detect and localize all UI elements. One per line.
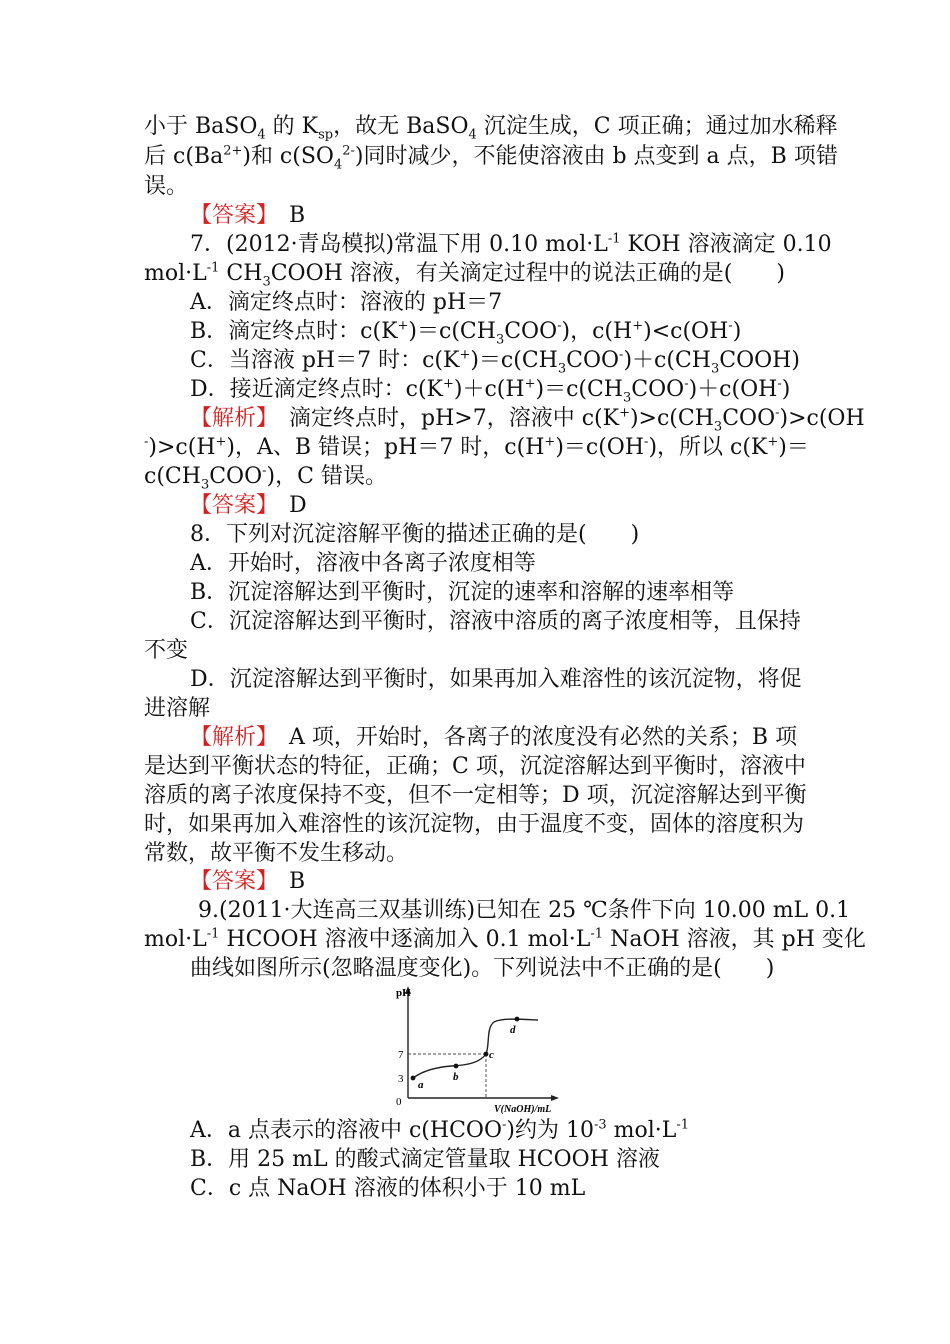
q8-option-d-line-1: D．沉淀溶解达到平衡时，如果再加入难溶性的该沉淀物，将促 — [190, 667, 802, 692]
q8-option-c-line-2: 不变 — [144, 638, 189, 663]
point-b — [454, 1064, 459, 1069]
text-line-3: 误。 — [144, 174, 189, 199]
text-line-2: 后 $c(Ba^{2+})$和 $c(SO_4^{2-})$同时减少，不能使溶液由 b 点变到 a 点，B 项错 — [144, 143, 838, 173]
q7-analysis-line-1: 【解析】 滴定终点时，pH>7，溶液中 $c(K^+)>c(CH_3COO^-)>c(OH$ — [190, 405, 865, 435]
point-b-label: b — [453, 1071, 459, 1083]
q8-analysis-line-5: 常数，故平衡不发生移动。 — [144, 841, 409, 866]
titration-curve-figure — [382, 984, 562, 1114]
q8-analysis-line-2: 是达到平衡状态的特征，正确；C 项，沉淀溶解达到平衡时，溶液中 — [144, 754, 806, 779]
q9-stem-line-3: 曲线如图所示(忽略温度变化)。下列说法中不正确的是( ) — [190, 956, 775, 981]
y-tick-7: 7 — [398, 1049, 404, 1061]
q7-analysis-line-3: $c(CH_3COO^-)$，C 错误。 — [144, 463, 387, 493]
answer-value: B — [289, 203, 306, 228]
answer-7 — [190, 491, 307, 521]
titration-curve — [413, 1019, 538, 1078]
q8-analysis-line-1 — [190, 723, 797, 753]
analysis-label: 【解析】 — [190, 406, 268, 431]
q7-option-b: B．滴定终点时：$c(K^+)=c(CH_3COO^-)$，c(H+)<c(OH-) — [190, 318, 742, 348]
point-d-label: d — [510, 1024, 516, 1036]
point-a — [411, 1076, 416, 1081]
analysis-label: 【解析】 — [190, 725, 268, 750]
text-line-1: 小于 BaSO$_4$ 的 $K_{sp}$，故无 BaSO$_4$ 沉淀生成，C 项正确；通过加水稀释 — [144, 114, 838, 143]
point-a-label: a — [418, 1079, 424, 1091]
answer-label: 【答案】 — [190, 493, 268, 518]
x-axis-label: V(NaOH)/mL — [494, 1104, 552, 1114]
answer-value: B — [289, 869, 306, 894]
answer-value: D — [289, 493, 307, 518]
q7-analysis-line-2: -)>c(H+)，A、B 错误；pH＝7 时，c(H+)＝c(OH-)，所以 c(K+)＝ — [144, 434, 809, 460]
q8-stem: 8．下列对沉淀溶解平衡的描述正确的是( ) — [190, 522, 640, 547]
q9-stem-line-1: 9.(2011·大连高三双基训练)已知在 25 ℃条件下向 10.00 mL 0.1 — [198, 898, 851, 923]
q7-option-d: D．接近滴定终点时：$c(K^+)+c(H^+)=c(CH_3COO^-)+c(OH^-)$ — [190, 376, 791, 406]
q8-analysis-text: A 项，开始时，各离子的浓度没有必然的关系；B 项 — [289, 725, 798, 750]
q8-option-b: B．沉淀溶解达到平衡时，沉淀的速率和溶解的速率相等 — [190, 580, 735, 605]
q8-analysis-line-3: 溶质的离子浓度保持不变，但不一定相等；D 项，沉淀溶解达到平衡 — [144, 783, 807, 808]
q8-option-c-line-1: C．沉淀溶解达到平衡时，溶液中溶质的离子浓度相等，且保持 — [190, 609, 801, 634]
q7-option-c: C．当溶液 pH＝7 时：$c(K^+)=c(CH_3COO^-)+c(CH_3COOH)$ — [190, 347, 800, 377]
q7-stem-line-1: 7．(2012·青岛模拟)常温下用 0.10 $mol\cdot L^{-1}$ KOH 溶液滴定 0.10 — [190, 231, 832, 257]
q9-option-a: A．a 点表示的溶液中 c(HCOO-)约为 $10^{-3}$ $mol\cdot L^{-1}$ — [190, 1117, 690, 1143]
x-axis-arrow — [551, 1095, 559, 1101]
point-d — [515, 1017, 520, 1022]
q8-option-d-line-2: 进溶解 — [144, 696, 211, 721]
q8-analysis-line-4: 时，如果再加入难溶性的该沉淀物，由于温度不变，固体的溶度积为 — [144, 812, 805, 837]
point-c — [484, 1052, 489, 1057]
q7-option-a: A．滴定终点时：溶液的 pH＝7 — [190, 290, 503, 315]
q7-stem-line-2: $mol\cdot L^{-1}$ $CH_3COOH$ 溶液，有关滴定过程中的说法正确的是( ) — [144, 260, 785, 290]
answer-6 — [190, 201, 305, 231]
q8-option-a: A．开始时，溶液中各离子浓度相等 — [190, 551, 536, 576]
y-tick-3: 3 — [398, 1073, 404, 1085]
answer-label: 【答案】 — [190, 203, 268, 228]
answer-label: 【答案】 — [190, 869, 268, 894]
y-axis-label: pH — [396, 987, 411, 999]
answer-8 — [190, 867, 305, 897]
q9-option-b: B．用 25 mL 的酸式滴定管量取 HCOOH 溶液 — [190, 1147, 660, 1172]
origin-label: 0 — [396, 1096, 402, 1108]
q9-stem-line-2: $mol\cdot L^{-1}$ HCOOH 溶液中逐滴加入 0.1 $mol\cdot L^{-1}$ NaOH 溶液，其 pH 变化 — [144, 926, 866, 952]
q9-option-c: C．c 点 NaOH 溶液的体积小于 10 mL — [190, 1176, 586, 1201]
point-c-label: c — [489, 1049, 494, 1061]
